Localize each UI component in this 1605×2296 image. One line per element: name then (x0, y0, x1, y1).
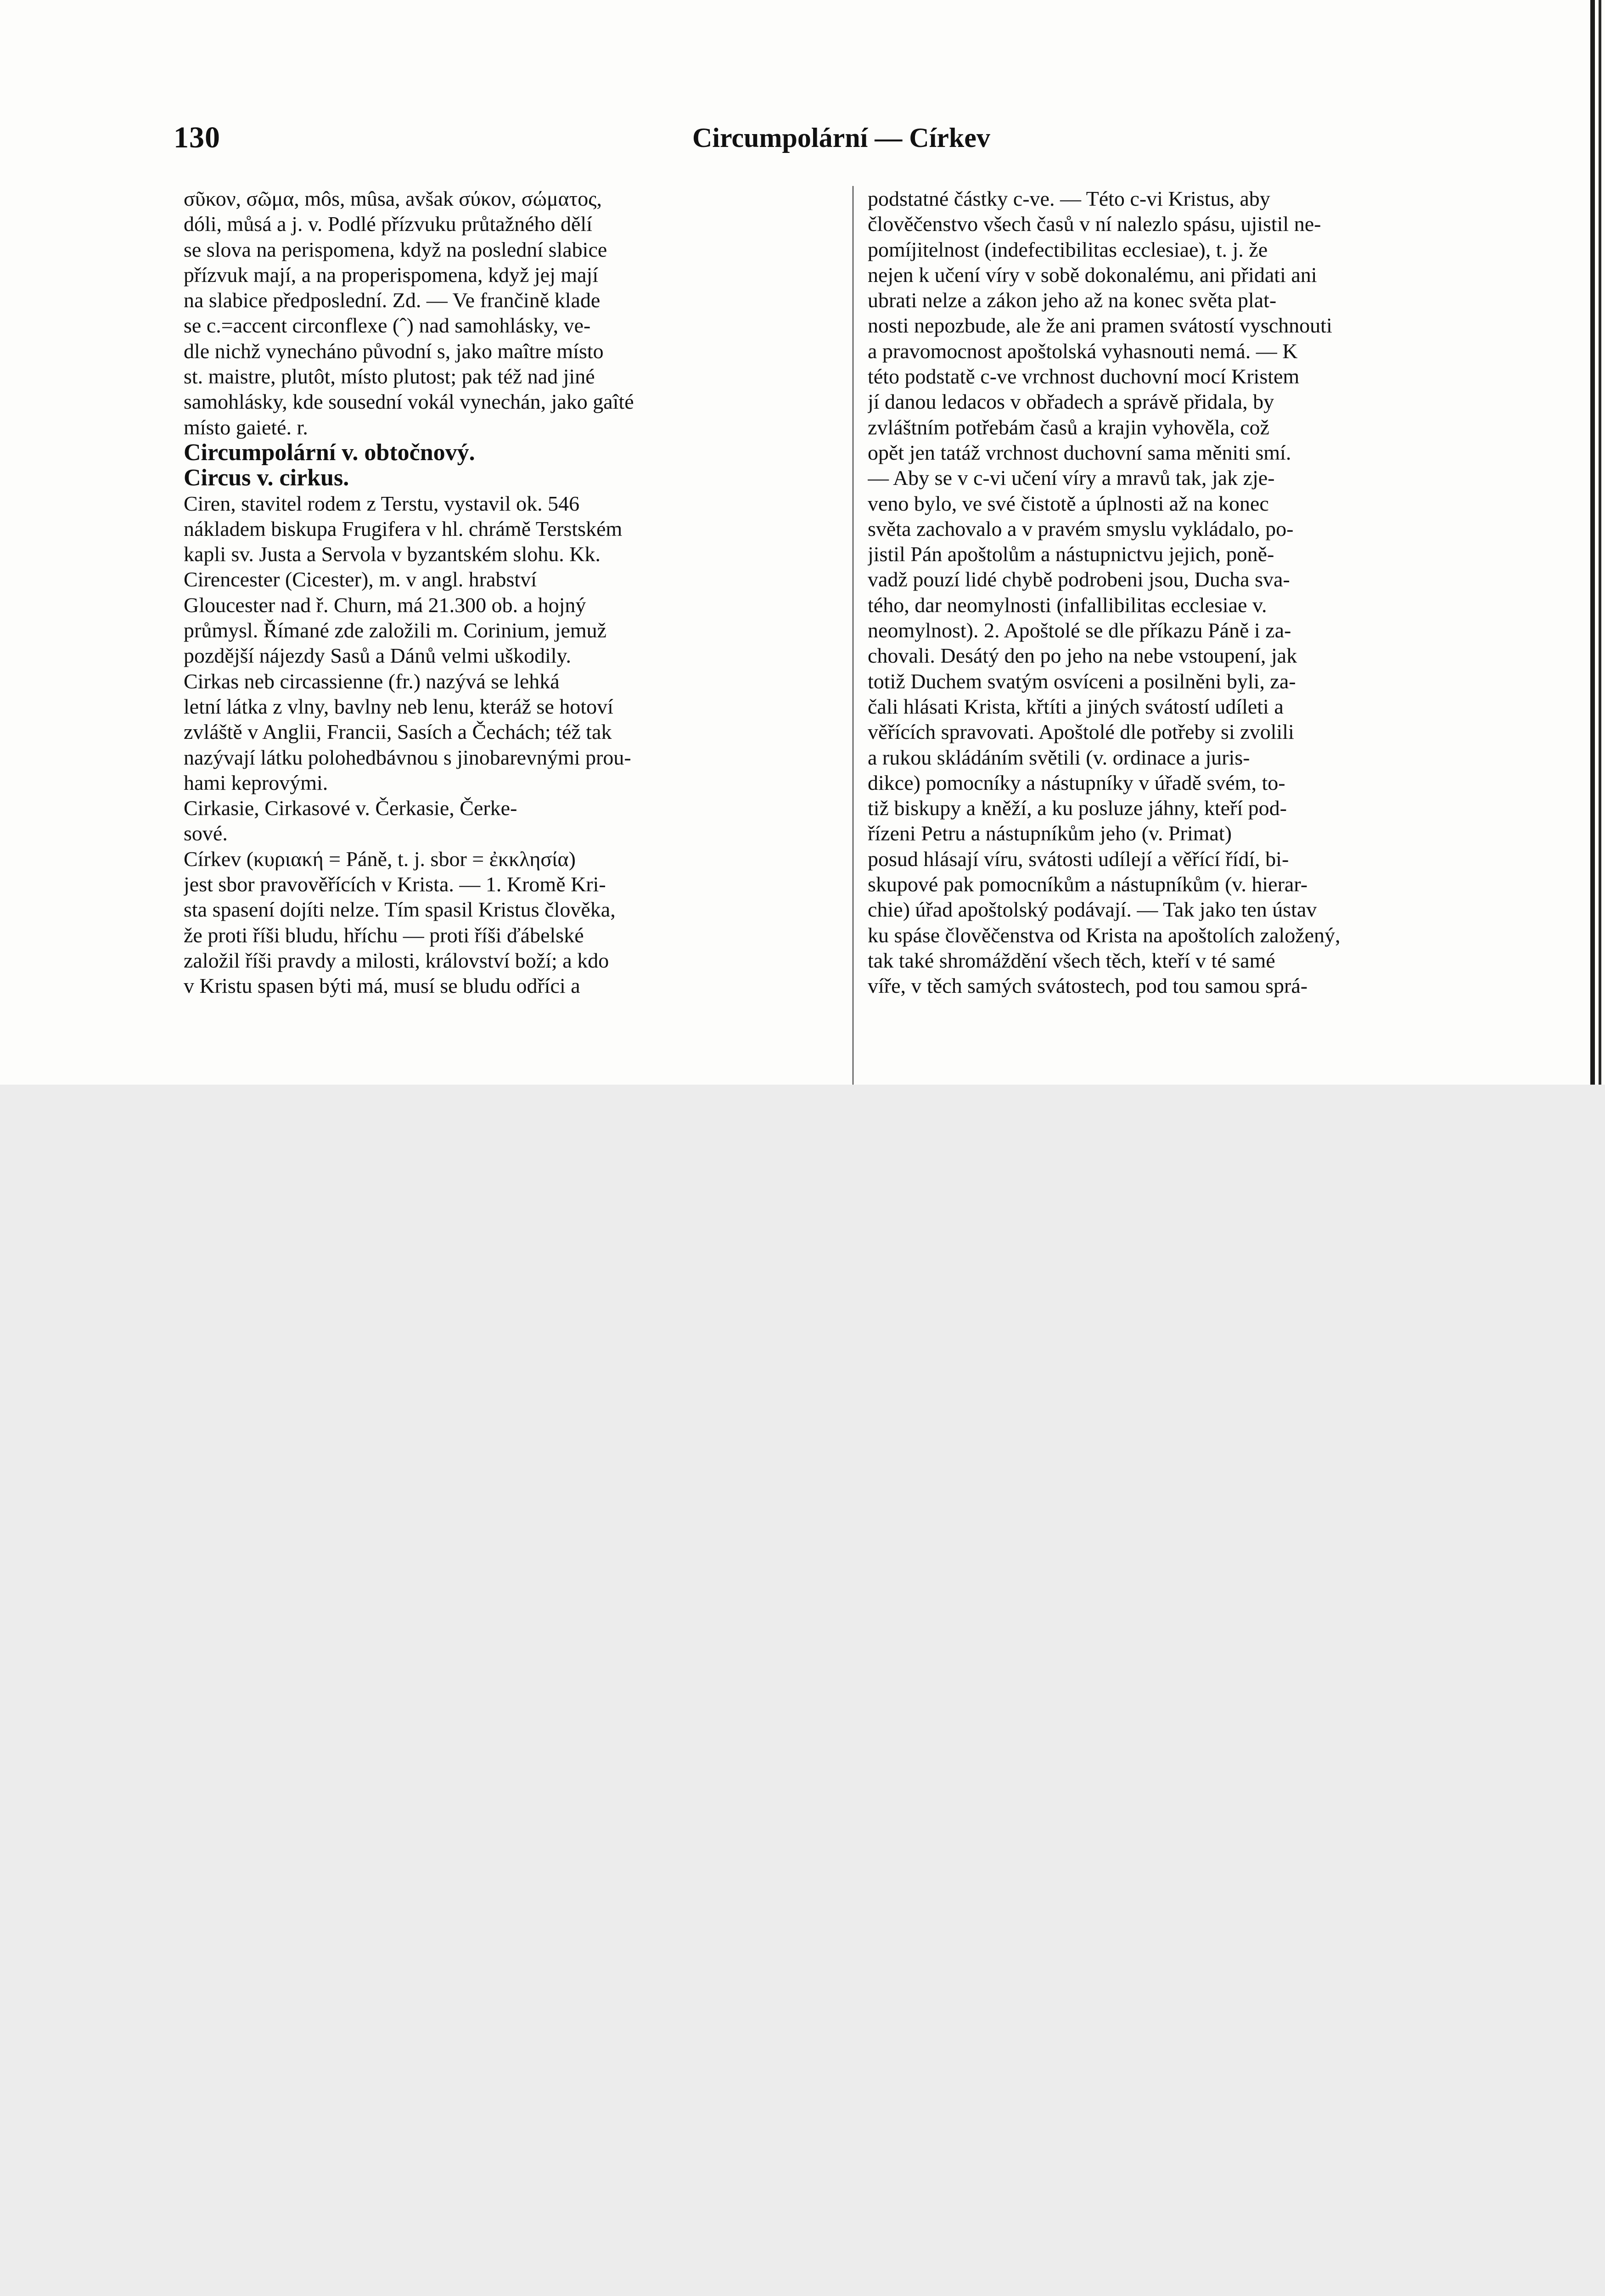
text-line: podstatné částky c-ve. — Této c-vi Kristus, aby (868, 187, 1270, 210)
text-line: a pravomocnost apoštolská vyhasnouti nemá. — K (868, 339, 1298, 363)
text-line: jí danou ledacos v obřadech a správě přidala, by (868, 390, 1274, 414)
text-line: posud hlásají víru, svátosti udílejí a věřící řídí, bi- (868, 847, 1289, 871)
text-line: zvláště v Anglii, Francii, Sasích a Čechách; též tak (184, 720, 612, 744)
text-line: jest sbor pravověřících v Krista. — 1. Kromě Kri- (184, 872, 606, 896)
text-line: chie) úřad apoštolský podávají. — Tak jako ten ústav (868, 898, 1317, 922)
text-line: se c.=accent circonflexe (ˆ) nad samohlásky, ve- (184, 314, 591, 338)
text-line: neomylnost). 2. Apoštolé se dle příkazu Páně i za- (868, 619, 1291, 642)
text-line: Cirkas neb circassienne (fr.) nazývá se lehká (184, 669, 560, 693)
text-line: místo gaieté. r. (184, 415, 308, 439)
page-header (174, 120, 1505, 157)
text-line: pozdější nájezdy Sasů a Dánů velmi uškodily. (184, 644, 572, 668)
text-line: Cirencester (Cicester), m. v angl. hrabství (184, 568, 537, 591)
text-line: hami keprovými. (184, 771, 328, 794)
binding-edge (1599, 0, 1601, 1085)
left-column (184, 186, 836, 999)
text-line: dle nichž vynecháno původní s, jako maître místo (184, 339, 604, 363)
text-line: věřících spravovati. Apoštolé dle potřeby si zvolili (868, 720, 1294, 744)
text-line: sové. (184, 822, 228, 845)
text-line: přízvuk mají, a na properispomena, když jej mají (184, 263, 599, 287)
text-line: víře, v těch samých svátostech, pod tou samou sprá- (868, 974, 1308, 998)
text-line: zvláštním potřebám časů a krajin vyhověla, což (868, 415, 1269, 439)
text-line: světa zachovalo a v pravém smyslu vykládalo, po- (868, 517, 1294, 540)
text-line: veno bylo, ve své čistotě a úplnosti až na konec (868, 491, 1269, 515)
running-head: Circumpolární — Církev (692, 123, 990, 153)
text-line: tiž biskupy a kněží, a ku posluze jáhny, kteří pod- (868, 796, 1287, 820)
text-line: řízeni Petru a nástupníkům jeho (v. Primat) (868, 822, 1232, 845)
text-line: opět jen tatáž vrchnost duchovní sama měniti smí. (868, 440, 1291, 464)
text-line: člověčenstvo všech časů v ní nalezlo spásu, ujistil ne- (868, 212, 1321, 236)
text-line: na slabice předposlední. Zd. — Ve frančině klade (184, 288, 600, 312)
text-line: dóli, můsá a j. v. Podlé přízvuku průtažného dělí (184, 212, 592, 236)
text-line: Ciren, stavitel rodem z Terstu, vystavil ok. 546 (184, 491, 580, 515)
entry-heading: Circus v. cirkus. (184, 465, 349, 491)
text-line: chovali. Desátý den po jeho na nebe vstoupení, jak (868, 644, 1297, 668)
blank-area (0, 1085, 1605, 2296)
text-line: nosti nepozbude, ale že ani pramen svátostí vyschnouti (868, 314, 1332, 338)
text-line: ubrati nelze a zákon jeho až na konec světa plat- (868, 288, 1277, 312)
scanned-page (0, 0, 1605, 1085)
text-line: skupové pak pomocníkům a nástupníkům (v. hierar- (868, 872, 1308, 896)
text-line: že proti říši bludu, hříchu — proti říši ďábelské (184, 923, 584, 947)
text-line: samohlásky, kde sousední vokál vynechán, jako gaîté (184, 390, 634, 414)
text-line: Gloucester nad ř. Churn, má 21.300 ob. a hojný (184, 593, 586, 617)
text-line: dikce) pomocníky a nástupníky v úřadě svém, to- (868, 771, 1285, 794)
text-line: ku spáse člověčenstva od Krista na apoštolích založený, (868, 923, 1341, 947)
text-line: tého, dar neomylnosti (infallibilitas ecclesiae v. (868, 593, 1267, 617)
text-line: se slova na perispomena, když na poslední slabice (184, 237, 607, 261)
right-column (868, 186, 1520, 999)
text-line: a rukou skládáním světili (v. ordinace a juris- (868, 745, 1250, 769)
page-number: 130 (174, 121, 220, 154)
text-line: nákladem biskupa Frugifera v hl. chrámě Terstském (184, 517, 623, 540)
text-line: čali hlásati Krista, křtíti a jiných svátostí udíleti a (868, 694, 1284, 718)
entry-heading: Circumpolární v. obtočnový. (184, 439, 475, 466)
text-line: Cirkasie, Cirkasové v. Čerkasie, Čerke- (184, 796, 517, 820)
text-line: letní látka z vlny, bavlny neb lenu, kteráž se hotoví (184, 694, 613, 718)
text-line: vadž pouzí lidé chybě podrobeni jsou, Ducha sva- (868, 568, 1290, 591)
text-line: pomíjitelnost (indefectibilitas ecclesiae), t. j. že (868, 237, 1268, 261)
text-line: kapli sv. Justa a Servola v byzantském slohu. Kk. (184, 542, 600, 566)
binding-edge (1590, 0, 1595, 1085)
text-line: tak také shromáždění všech těch, kteří v té samé (868, 948, 1275, 972)
text-line: v Kristu spasen býti má, musí se bludu odříci a (184, 974, 580, 998)
text-line: průmysl. Římané zde založili m. Corinium, jemuž (184, 619, 607, 642)
text-line: — Aby se v c-vi učení víry a mravů tak, jak zje- (868, 466, 1275, 490)
text-line: totiž Duchem svatým osvíceni a posilněni byli, za- (868, 669, 1296, 693)
text-line: jistil Pán apoštolům a nástupnictvu jejich, poně- (868, 542, 1274, 566)
text-line: nejen k učení víry v sobě dokonalému, ani přidati ani (868, 263, 1317, 287)
text-line: Církev (κυριακή = Páně, t. j. sbor = ἐκκλησία) (184, 847, 576, 871)
text-line: založil říši pravdy a milosti, království boží; a kdo (184, 948, 609, 972)
text-line: st. maistre, plutôt, místo plutost; pak též nad jiné (184, 365, 595, 388)
text-line: nazývají látku polohedbávnou s jinobarevnými prou- (184, 745, 631, 769)
text-line: této podstatě c-ve vrchnost duchovní mocí Kristem (868, 365, 1300, 388)
text-line: sta spasení dojíti nelze. Tím spasil Kristus člověka, (184, 898, 616, 922)
text-line: σῦκον, σῶμα, môs, mûsa, avšak σύκον, σώματος, (184, 187, 602, 210)
